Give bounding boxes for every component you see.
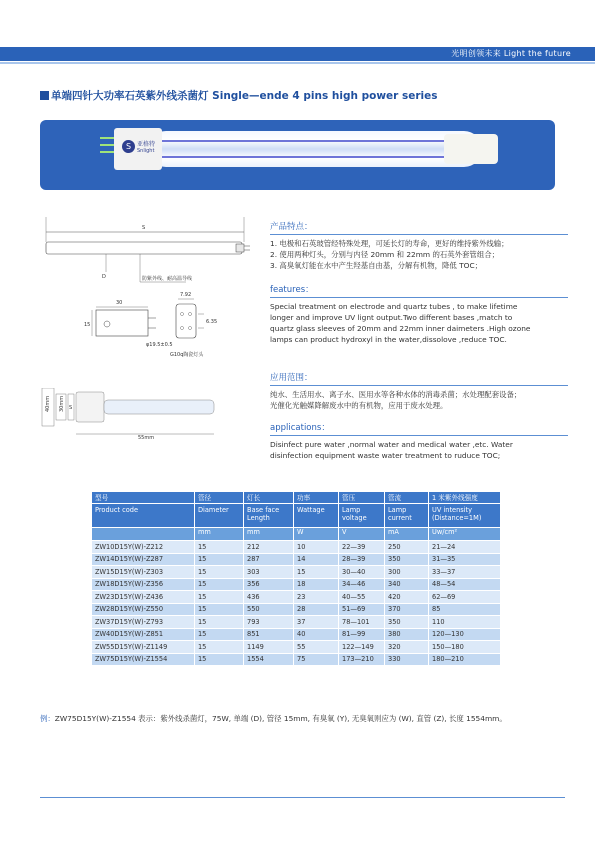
cell-current: 330 <box>385 653 429 666</box>
header-rule <box>0 62 595 64</box>
cell-uv: 31—35 <box>429 553 501 566</box>
th-model-cn: 型号 <box>92 492 195 504</box>
th-unit: Uw/cm² <box>429 528 501 541</box>
lamp-product-image <box>40 120 555 190</box>
table-row <box>92 591 501 604</box>
th-wattage-cn: 功率 <box>294 492 339 504</box>
th-length-en: Base face Length <box>244 504 294 528</box>
cell-diameter: 15 <box>194 578 243 591</box>
th-unit: mm <box>194 528 243 541</box>
cell-model: ZW23D15Y(W)-Z436 <box>92 591 195 604</box>
end-pin <box>189 313 192 316</box>
cell-uv: 62—69 <box>429 591 501 604</box>
cell-length: 303 <box>244 566 294 579</box>
cell-voltage: 51—69 <box>339 603 385 616</box>
section-rule <box>270 435 568 436</box>
cell-length: 356 <box>244 578 294 591</box>
cell-wattage: 75 <box>294 653 339 666</box>
table-row <box>92 541 501 554</box>
end-pin <box>189 327 192 330</box>
brand-logo-icon: S <box>122 140 135 153</box>
cell-diameter: 15 <box>194 541 243 554</box>
spec-table <box>91 491 501 666</box>
sleeve-dimension-drawing <box>40 388 240 440</box>
table-body <box>92 541 501 666</box>
footnote <box>40 714 560 724</box>
footer-rule <box>40 797 565 798</box>
th-model-en: Product code <box>92 504 195 528</box>
lamp-tube <box>148 131 482 167</box>
cell-voltage: 40—55 <box>339 591 385 604</box>
cell-diameter: 15 <box>194 616 243 629</box>
applications-en-line: disinfection equipment waste water treatment to ruduce TOC; <box>270 451 501 460</box>
th-length-cn: 灯长 <box>244 492 294 504</box>
th-voltage-en: Lamp voltage <box>339 504 385 528</box>
base-hole <box>104 321 110 327</box>
cell-diameter: 15 <box>194 603 243 616</box>
socket-label: G10q陶瓷灯头 <box>170 352 204 358</box>
features-en-line: longer and improve UV lignt output.Two different bases ,match to <box>270 313 513 322</box>
cell-diameter: 15 <box>194 566 243 579</box>
cell-wattage: 18 <box>294 578 339 591</box>
applications-cn-body <box>270 389 568 411</box>
cell-length: 1149 <box>244 641 294 654</box>
dim-635: 6.35 <box>206 319 218 325</box>
features-en-title: features： <box>270 285 314 295</box>
cell-current: 340 <box>385 578 429 591</box>
cell-current: 380 <box>385 628 429 641</box>
table-header-cn-row <box>92 492 501 504</box>
cell-length: 436 <box>244 591 294 604</box>
table-row <box>92 553 501 566</box>
th-diameter-cn: 管径 <box>194 492 243 504</box>
table-row <box>92 616 501 629</box>
features-cn-line: 1. 电极和石英玻管经特殊处理，可延长灯的寿命，更好的维持紫外线输； <box>270 239 509 248</box>
features-en-section <box>270 284 568 345</box>
note-sleeve: 防紫外线、耐高温导线 <box>142 276 193 282</box>
brand-logo <box>122 137 158 161</box>
cell-uv: 180—210 <box>429 653 501 666</box>
cell-voltage: 22—39 <box>339 541 385 554</box>
table-units-row <box>92 528 501 541</box>
cell-voltage: 122—149 <box>339 641 385 654</box>
table-row <box>92 641 501 654</box>
lamp-end-cap <box>444 134 498 164</box>
cell-wattage: 37 <box>294 616 339 629</box>
dim-30: 30 <box>116 300 123 306</box>
th-diameter-en: Diameter <box>194 504 243 528</box>
cell-model: ZW10D15Y(W)-Z212 <box>92 541 195 554</box>
th-current-en: Lamp current <box>385 504 429 528</box>
cell-current: 320 <box>385 641 429 654</box>
cell-current: 370 <box>385 603 429 616</box>
cell-current: 250 <box>385 541 429 554</box>
section-rule <box>270 385 568 386</box>
table-row <box>92 566 501 579</box>
table-row <box>92 578 501 591</box>
tube-base <box>236 244 244 252</box>
th-unit <box>92 528 195 541</box>
cell-diameter: 15 <box>194 591 243 604</box>
th-current-cn: 管流 <box>385 492 429 504</box>
cell-model: ZW75D15Y(W)-Z1554 <box>92 653 195 666</box>
applications-cn-line: 纯水、生活用水、离子水、医用水等各种水体的消毒杀菌；水处理配套设备； <box>270 390 522 399</box>
cell-model: ZW37D15Y(W)-Z793 <box>92 616 195 629</box>
th-voltage-cn: 管压 <box>339 492 385 504</box>
cell-current: 420 <box>385 591 429 604</box>
cell-wattage: 14 <box>294 553 339 566</box>
cell-model: ZW15D15Y(W)-Z303 <box>92 566 195 579</box>
square-bullet-icon <box>40 91 49 100</box>
series-title-block <box>40 88 438 103</box>
features-cn-body <box>270 238 568 271</box>
cell-model: ZW14D15Y(W)-Z287 <box>92 553 195 566</box>
cell-diameter: 15 <box>194 653 243 666</box>
features-en-line: lamps can product hydroxyl in the water,dissolove ,reduce TOC. <box>270 335 507 344</box>
cell-uv: 110 <box>429 616 501 629</box>
cell-length: 851 <box>244 628 294 641</box>
cell-voltage: 28—39 <box>339 553 385 566</box>
th-wattage-en: Wattage <box>294 504 339 528</box>
cell-voltage: 173—210 <box>339 653 385 666</box>
th-uv-cn: 1 米紫外线强度 <box>429 492 501 504</box>
table-header-en-row <box>92 504 501 528</box>
cell-current: 350 <box>385 553 429 566</box>
brand-name-en: Snlight <box>137 148 155 154</box>
section-rule <box>270 234 568 235</box>
brand-name-cn: 亚格特 <box>137 141 156 148</box>
table-row <box>92 628 501 641</box>
label-d: D <box>102 274 106 280</box>
dim-40: 40mm <box>45 395 51 412</box>
footnote-label: 例： <box>40 714 55 723</box>
th-unit: V <box>339 528 385 541</box>
features-en-line: quartz glass sleeves of 20mm and 22mm inner daimeters .High ozone <box>270 324 531 333</box>
applications-cn-line: 光催化光触媒降解废水中的有机物，应用于废水处理。 <box>270 401 448 410</box>
table-row <box>92 653 501 666</box>
cell-uv: 33—37 <box>429 566 501 579</box>
table-row <box>92 603 501 616</box>
lamp-filament-line <box>148 156 482 158</box>
features-en-body <box>270 301 568 345</box>
cell-uv: 48—54 <box>429 578 501 591</box>
cell-model: ZW55D15Y(W)-Z1149 <box>92 641 195 654</box>
lamp-filament-line <box>148 140 482 142</box>
header-slogan: 光明创领未来 Light the future <box>451 49 571 58</box>
cell-voltage: 30—40 <box>339 566 385 579</box>
cell-current: 300 <box>385 566 429 579</box>
dim-phi: φ19.5±0.5 <box>146 342 173 348</box>
end-pin <box>181 313 184 316</box>
cell-length: 212 <box>244 541 294 554</box>
cell-uv: 150—180 <box>429 641 501 654</box>
cell-length: 793 <box>244 616 294 629</box>
cell-wattage: 55 <box>294 641 339 654</box>
section-rule <box>270 297 568 298</box>
dim-s: S <box>69 405 73 411</box>
cell-voltage: 78—101 <box>339 616 385 629</box>
tube-outline <box>46 242 242 254</box>
cell-length: 1554 <box>244 653 294 666</box>
applications-en-title: applications： <box>270 423 330 433</box>
end-pin <box>181 327 184 330</box>
series-title: 单端四针大功率石英紫外线杀菌灯 Single—ende 4 pins high power series <box>51 90 438 102</box>
dim-55: 55mm <box>138 435 155 440</box>
base-side-view <box>96 310 148 336</box>
applications-en-section <box>270 422 568 461</box>
th-uv-en: UV intensity (Distance=1M) <box>429 504 501 528</box>
features-cn-section <box>270 221 568 271</box>
features-cn-line: 3. 高臭氧灯能在水中产生羟基自由基，分解有机物，降低 TOC； <box>270 261 483 270</box>
features-cn-title: 产品特点： <box>270 222 313 232</box>
lamp-dimension-drawing <box>36 212 266 362</box>
cell-length: 287 <box>244 553 294 566</box>
dim-792: 7.92 <box>180 292 192 298</box>
cell-voltage: 81—99 <box>339 628 385 641</box>
cell-wattage: 23 <box>294 591 339 604</box>
label-s: S <box>142 225 146 231</box>
cell-diameter: 15 <box>194 628 243 641</box>
cell-model: ZW18D15Y(W)-Z356 <box>92 578 195 591</box>
features-cn-line: 2. 使用两种灯头，分别与内径 20mm 和 22mm 的石英外套管组合； <box>270 250 499 259</box>
cell-wattage: 15 <box>294 566 339 579</box>
applications-en-body <box>270 439 568 461</box>
cell-wattage: 10 <box>294 541 339 554</box>
cell-uv: 21—24 <box>429 541 501 554</box>
applications-cn-title: 应用范围： <box>270 373 313 383</box>
cell-model: ZW40D15Y(W)-Z851 <box>92 628 195 641</box>
th-unit: W <box>294 528 339 541</box>
footnote-text: ZW75D15Y(W)-Z1554 表示：紫外线杀菌灯，75W, 单端 (D), 管径 15mm, 有臭氧 (Y), 无臭氧则应为 (W), 直管 (Z), 长度 1554mm。 <box>54 714 507 723</box>
dim-30mm: 30mm <box>59 395 65 412</box>
applications-en-line: Disinfect pure water ,normal water and medical water ,etc. Water <box>270 440 513 449</box>
cell-wattage: 28 <box>294 603 339 616</box>
sleeve-tube <box>104 400 214 414</box>
dim-15: 15 <box>84 322 91 328</box>
features-en-line: Special treatment on electrode and quartz tubes , to make lifetime <box>270 302 518 311</box>
cell-model: ZW28D15Y(W)-Z550 <box>92 603 195 616</box>
cell-uv: 120—130 <box>429 628 501 641</box>
applications-cn-section <box>270 372 568 411</box>
cell-current: 350 <box>385 616 429 629</box>
th-unit: mA <box>385 528 429 541</box>
th-unit: mm <box>244 528 294 541</box>
cell-wattage: 40 <box>294 628 339 641</box>
sleeve-base <box>76 392 104 422</box>
base-end-view <box>176 304 196 338</box>
cell-diameter: 15 <box>194 641 243 654</box>
cell-diameter: 15 <box>194 553 243 566</box>
cell-length: 550 <box>244 603 294 616</box>
cell-voltage: 34—46 <box>339 578 385 591</box>
cell-uv: 85 <box>429 603 501 616</box>
